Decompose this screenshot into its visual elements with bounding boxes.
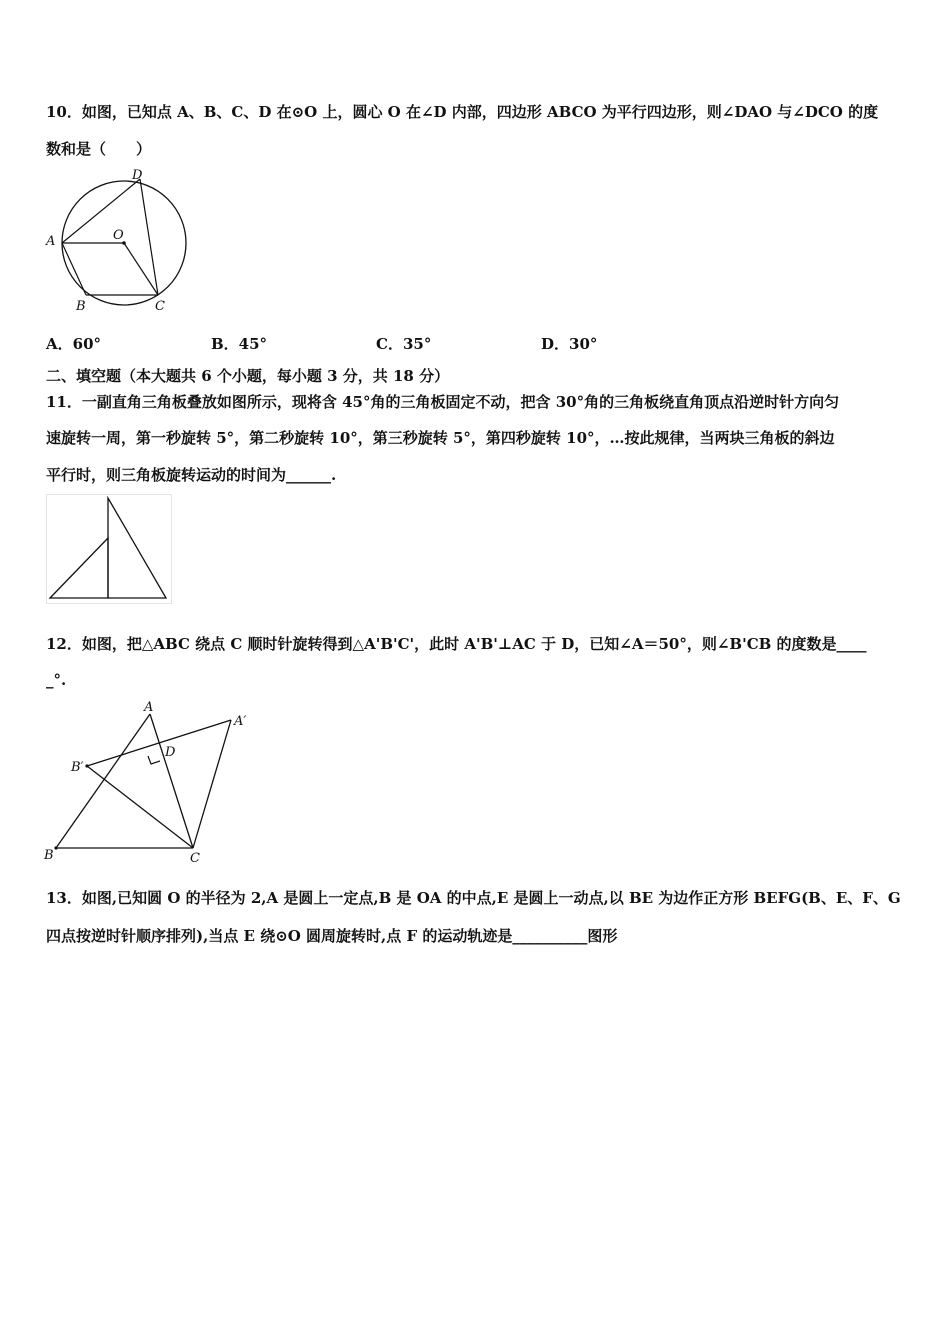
q10-label-D: D (132, 168, 143, 183)
q12-text-line1: 12．如图，把△ABC 绕点 C 顺时针旋转得到△A'B'C'，此时 A'B'⊥AC 于 D，已知∠A＝50°，则∠B'CB 的度数是____ (46, 635, 867, 653)
q12-label-B-prime: B′ (71, 760, 84, 775)
q10-text-line1: 10．如图，已知点 A、B、C、D 在⊙O 上，圆心 O 在∠D 内部，四边形 ABCO 为平行四边形，则∠DAO 与∠DCO 的度 (46, 103, 879, 121)
q11-triangle-30 (108, 498, 166, 598)
q10-option-a: A．60° (46, 335, 102, 353)
q10-label-C: C (155, 299, 165, 314)
q12-label-D: D (165, 745, 176, 760)
q12-segment-A'C (193, 720, 231, 848)
q12-segment-B'A' (87, 720, 231, 766)
q12-label-B: B (44, 848, 54, 863)
q12-point-B (54, 846, 57, 849)
q11-text-line3: 平行时，则三角板旋转运动的时间为______. (46, 466, 337, 484)
q10-option-c: C．35° (376, 335, 432, 353)
q12-text-line2: _°. (46, 671, 67, 689)
q12-point-B' (85, 764, 88, 767)
q10-label-O: O (113, 228, 124, 243)
q12-segment-BA (56, 714, 150, 848)
q10-label-A: A (46, 234, 56, 249)
q13-text-line2: 四点按逆时针顺序排列),当点 E 绕⊙O 圆周旋转时,点 F 的运动轨迹是__________图形 (46, 927, 618, 945)
q10-option-d: D．30° (541, 335, 598, 353)
q10-segment-DC (140, 179, 158, 295)
q12-segment-B'C (87, 766, 193, 848)
q12-label-C: C (190, 851, 200, 866)
q10-option-b: B．45° (211, 335, 268, 353)
q12-right-angle-mark (148, 756, 160, 764)
q11-text-line2: 速旋转一周，第一秒旋转 5°，第二秒旋转 10°，第三秒旋转 5°，第四秒旋转 10°，…按此规律，当两块三角板的斜边 (46, 429, 835, 447)
q10-segment-AD (62, 179, 140, 243)
q11-figure-frame (47, 495, 172, 604)
q11-text-line1: 11．一副直角三角板叠放如图所示，现将含 45°角的三角板固定不动，把含 30°角的三角板绕直角顶点沿逆时针方向匀 (46, 393, 840, 411)
q11-triangles-figure (46, 494, 172, 604)
q10-label-B: B (76, 299, 86, 314)
q12-label-A-prime: A′ (234, 714, 247, 729)
q13-text-line1: 13．如图,已知圆 O 的半径为 2,A 是圆上一定点,B 是 OA 的中点,E 是圆上一动点,以 BE 为边作正方形 BEFG(B、E、F、G (46, 889, 901, 907)
q10-segment-AB (62, 243, 86, 295)
q11-triangle-45 (50, 538, 108, 598)
q12-label-A: A (144, 700, 154, 715)
q12-rotation-figure (40, 695, 270, 870)
q10-segment-OC (124, 243, 158, 295)
q10-circle-figure (40, 165, 200, 315)
q10-text-line2: 数和是（ ） (46, 140, 152, 158)
section-heading: 二、填空题（本大题共 6 个小题，每小题 3 分，共 18 分） (46, 367, 450, 385)
